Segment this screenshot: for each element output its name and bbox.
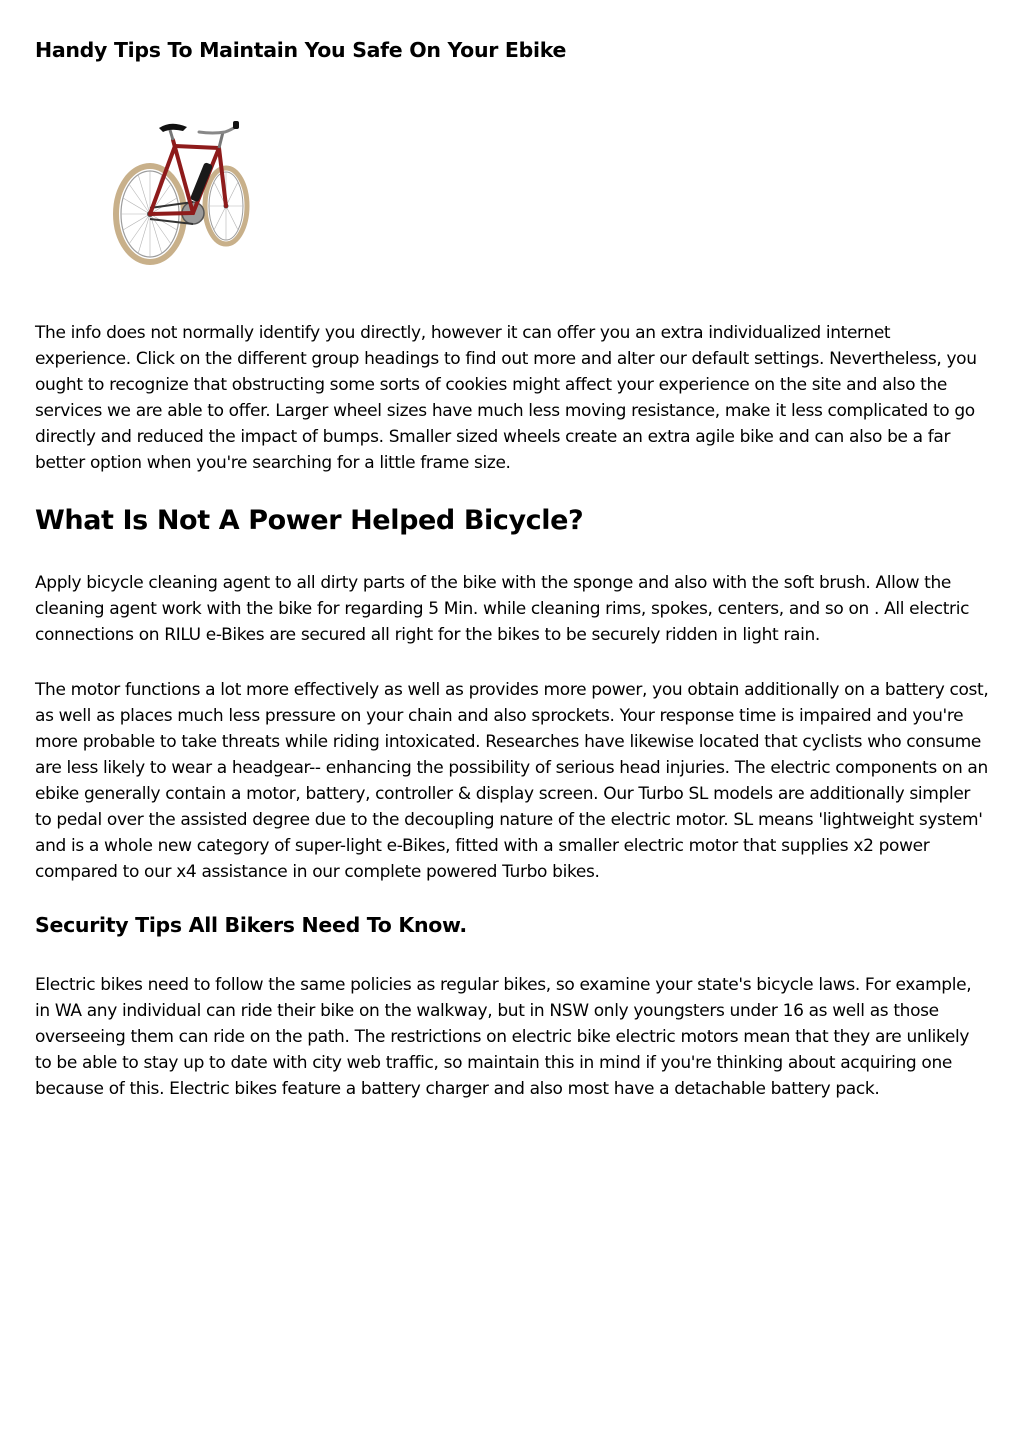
section-heading: What Is Not A Power Helped Bicycle? [35, 505, 584, 536]
intro-paragraph: The info does not normally identify you directly, however it can offer you an extra individualized internet experience. Click on the different group headings to find out more and alter our default settings. Nevertheless, you ought to recognize that obstructing some sorts of cookies might affect your experience on the site and also the services we are able to offer. Larger wheel sizes have much less moving resistance, make it less complicated to go directly and reduced the impact of bumps. Smaller sized wheels create an extra agile bike and can also be a far better option when you're searching for a little frame size. [35, 323, 977, 473]
motor-paragraph: The motor functions a lot more effectively as well as provides more power, you obtain additionally on a battery cost, as well as places much less pressure on your chain and also sprockets. Your response time is impaired and you're more probable to take threats while riding intoxicated. Researches have likewise located that cyclists who consume are less likely to wear a headgear-- enhancing the possibility of serious head injuries. The electric components on an ebike generally contain a motor, battery, controller & display screen. Our Turbo SL models are additionally simpler to pedal over the assisted degree due to the decoupling nature of the electric motor. SL means 'lightweight system' and is a whole new category of super-light e-Bikes, fitted with a smaller electric motor that supplies x2 power compared to our x4 assistance in our complete powered Turbo bikes. [35, 680, 989, 882]
cleaning-paragraph: Apply bicycle cleaning agent to all dirty parts of the bike with the sponge and also with the soft brush. Allow the cleaning agent work with the bike for regarding 5 Min. while cleaning rims, spokes, centers, and so on . All electric connections on RILU e-Bikes are secured all right for the bikes to be securely ridden in light rain. [35, 573, 970, 645]
laws-paragraph: Electric bikes need to follow the same policies as regular bikes, so examine your state's bicycle laws. For example, in WA any individual can ride their bike on the walkway, but in NSW only youngsters under 16 as well as those overseeing them can ride on the path. The restrictions on electric bike electric motors mean that they are unlikely to be able to stay up to date with city web traffic, so maintain this in mind if you're thinking about acquiring one because of this. Electric bikes feature a battery charger and also most have a detachable battery pack. [35, 975, 972, 1099]
page-title: Handy Tips To Maintain You Safe On Your Ebike [35, 38, 567, 62]
bicycle-image [113, 118, 253, 270]
subsection-heading: Security Tips All Bikers Need To Know. [35, 913, 467, 937]
